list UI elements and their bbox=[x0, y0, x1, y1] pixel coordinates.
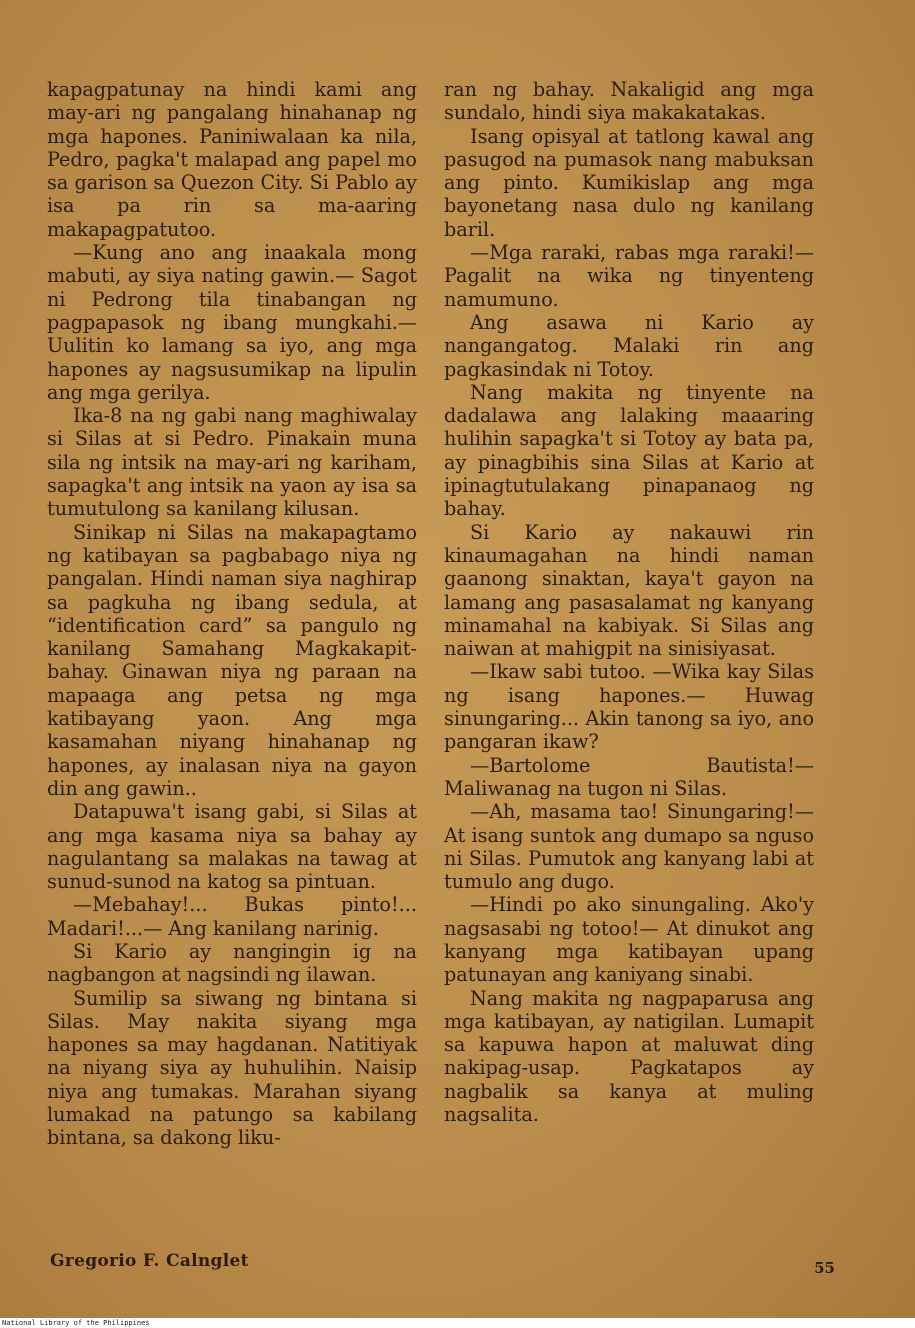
library-watermark: National Library of the Philippines bbox=[2, 1319, 150, 1327]
paragraph: Sumilip sa siwang ng bintana si Silas. May nakita siyang mga hapones sa may hagdanan. Natitiyak na niyang siya ay huhulihin. Naisip niya ang tumakas. Marahan siyang lumakad na patungo sa kabilang bintana, sa dakong liku- bbox=[47, 986, 417, 1150]
paragraph: —Ikaw sabi tutoo. —Wika kay Silas ng isang hapones.— Huwag sinungaring... Akin tanong sa iyo, ano pangaran ikaw? bbox=[444, 660, 814, 754]
paragraph: Datapuwa't isang gabi, si Silas at ang mga kasama niya sa bahay ay nagulantang sa malakas na tawag at sunud-sunod na katog sa pintuan. bbox=[47, 800, 417, 894]
paragraph: Nang makita ng tinyente na dadalawa ang lalaking maaaring hulihin sapagka't si Totoy ay bata pa, ay pinagbihis sina Silas at Kario at ipinagtutulakang pinapanaog ng bahay. bbox=[444, 380, 814, 521]
paragraph: —Bartolome Bautista!— Maliwanag na tugon ni Silas. bbox=[444, 753, 814, 800]
paragraph: Sinikap ni Silas na makapagtamo ng katibayan sa pagbabago niya ng pangalan. Hindi naman siya naghirap sa pagkuha ng ibang sedula, at “identification card” sa pangulo ng kanilang Samahang Magkakapit-bahay. Ginawan niya ng paraan na mapaaga ang petsa ng mga katibayang yaon. Ang mga kasamahan niyang hinahanap ng hapones, ay inalasan niya na gayon din ang gawin.. bbox=[47, 520, 417, 800]
paragraph: —Mebahay!... Bukas pinto!... Madari!...— Ang kanilang narinig. bbox=[47, 893, 417, 940]
paragraph: Nang makita ng nagpaparusa ang mga katibayan, ay natigilan. Lumapit sa kapuwa hapon at maluwat ding nakipag-usap. Pagkatapos ay nagbalik sa kanya at muling nagsalita. bbox=[444, 986, 814, 1127]
paragraph: Si Kario ay nangingin ig na nagbangon at nagsindi ng ilawan. bbox=[47, 939, 417, 987]
right-text-column bbox=[444, 78, 814, 1126]
paragraph: Isang opisyal at tatlong kawal ang pasugod na pumasok nang mabuksan ang pinto. Kumikislap ang mga bayonetang nasa dulo ng kanilang baril. bbox=[444, 124, 814, 241]
paragraph: Ika-8 na ng gabi nang maghiwalay si Silas at si Pedro. Pinakain muna sila ng intsik na may-ari ng kariham, sapagka't ang intsik na yaon ay isa sa tumutulong sa kanilang kilusan. bbox=[47, 404, 417, 521]
paragraph: kapagpatunay na hindi kami ang may-ari ng pangalang hinahanap ng mga hapones. Paniniwalaan ka nila, Pedro, pagka't malapad ang papel mo sa garison sa Quezon City. Si Pablo ay isa pa rin sa ma-aaring makapagpatutoo. bbox=[47, 78, 417, 241]
paragraph: Si Kario ay nakauwi rin kinaumagahan na hindi naman gaanong sinaktan, kaya't gayon na lamang ang pasasalamat ng kanyang minamahal na kabiyak. Si Silas ang naiwan at mahigpit na sinisiyasat. bbox=[444, 520, 814, 661]
author-byline: Gregorio F. Calnglet bbox=[50, 1251, 249, 1271]
paragraph: —Hindi po ako sinungaling. Ako'y nagsasabi ng totoo!— At dinukot ang kanyang mga katibayan upang patunayan ang kaniyang sinabi. bbox=[444, 893, 814, 987]
paragraph: —Kung ano ang inaakala mong mabuti, ay siya nating gawin.— Sagot ni Pedrong tila tinabangan ng pagpapasok ng ibang mungkahi.—Uulitin ko lamang sa iyo, ang mga hapones ay nagsusumikap na lipulin ang mga gerilya. bbox=[47, 241, 417, 404]
paragraph: —Ah, masama tao! Sinungaring!— At isang suntok ang dumapo sa nguso ni Silas. Pumutok ang kanyang labi at tumulo ang dugo. bbox=[444, 800, 814, 894]
paragraph: —Mga raraki, rabas mga raraki!—Pagalit na wika ng tinyenteng namumuno. bbox=[444, 241, 814, 311]
left-text-column bbox=[47, 78, 417, 1150]
page-number: 55 bbox=[814, 1259, 835, 1277]
paragraph: ran ng bahay. Nakaligid ang mga sundalo, hindi siya makakatakas. bbox=[444, 78, 814, 125]
paragraph: Ang asawa ni Kario ay nangangatog. Malaki rin ang pagkasindak ni Totoy. bbox=[444, 310, 814, 381]
